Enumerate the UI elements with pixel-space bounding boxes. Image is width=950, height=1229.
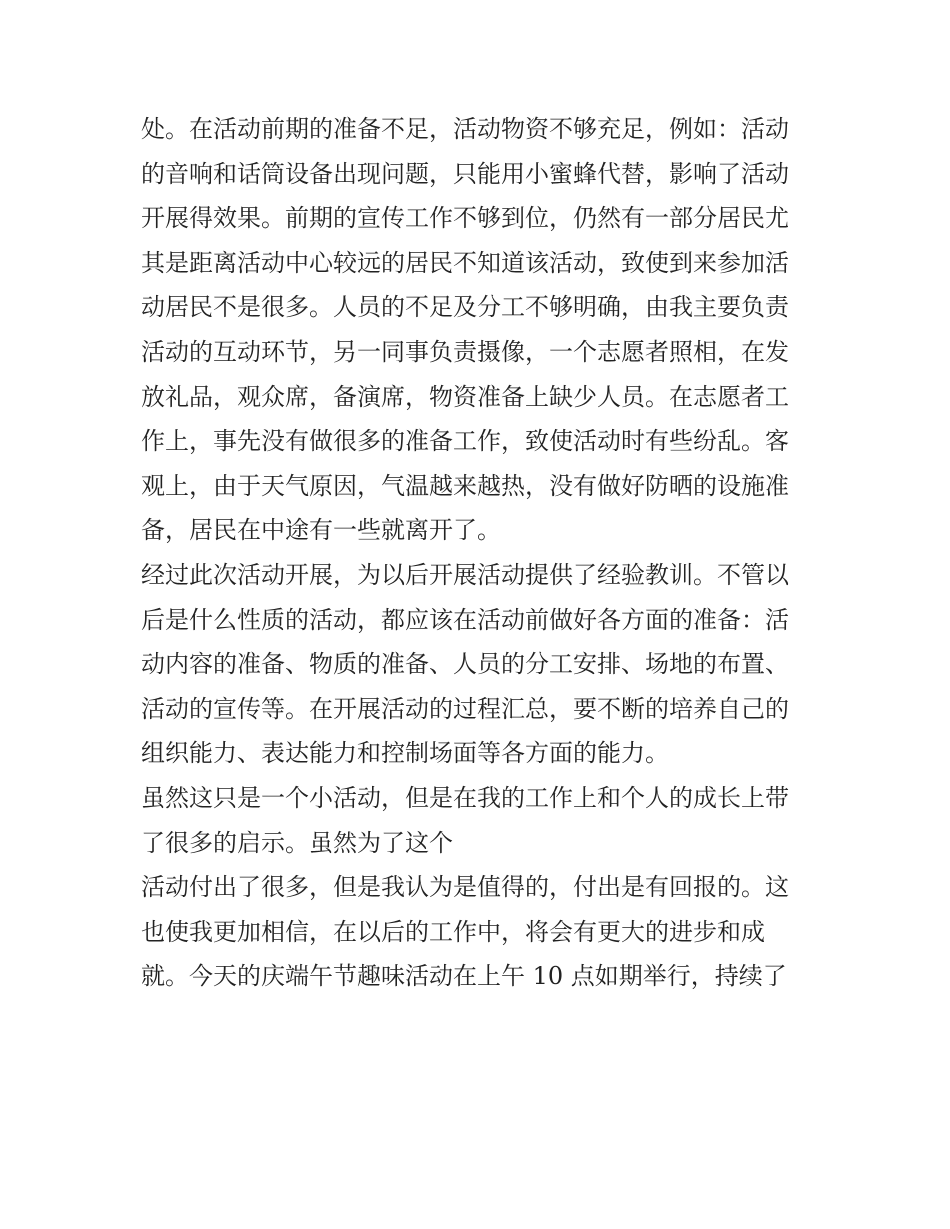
document-body [141, 107, 813, 999]
text-line: 动居民不是很多。人员的不足及分工不够明确，由我主要负责 [141, 293, 789, 322]
text-line: 活动付出了很多，但是我认为是值得的，付出是有回报的。这 [141, 873, 789, 902]
text-line: 作上，事先没有做很多的准备工作，致使活动时有些纷乱。客 [141, 427, 789, 456]
text-line: 虽然这只是一个小活动，但是在我的工作上和个人的成长上带 [141, 783, 789, 812]
text-line: 其是距离活动中心较远的居民不知道该活动，致使到来参加活 [141, 248, 789, 277]
text-line: 处。在活动前期的准备不足，活动物资不够充足，例如：活动 [141, 115, 789, 143]
text-line: 经过此次活动开展，为以后开展活动提供了经验教训。不管以 [141, 560, 789, 589]
text-line: 开展得效果。前期的宣传工作不够到位，仍然有一部分居民尤 [141, 204, 789, 233]
text-line: 放礼品，观众席，备演席，物资准备上缺少人员。在志愿者工 [141, 382, 789, 411]
text-line: 活动的宣传等。在开展活动的过程汇总，要不断的培养自己的 [141, 694, 789, 723]
text-line: 观上，由于天气原因，气温越来越热，没有做好防晒的设施准 [141, 471, 789, 500]
text-line: 的音响和话筒设备出现问题，只能用小蜜蜂代替，影响了活动 [141, 159, 789, 188]
text-line: 了很多的启示。虽然为了这个 [141, 828, 453, 857]
text-line: 也使我更加相信，在以后的工作中，将会有更大的进步和成 [141, 917, 765, 946]
text-line: 就。今天的庆端午节趣味活动在上午 10 点如期举行，持续了 [141, 962, 787, 991]
text-line: 组织能力、表达能力和控制场面等各方面的能力。 [141, 739, 669, 768]
text-line: 后是什么性质的活动，都应该在活动前做好各方面的准备：活 [141, 605, 789, 634]
text-line: 动内容的准备、物质的准备、人员的分工安排、场地的布置、 [141, 650, 789, 679]
text-line: 备，居民在中途有一些就离开了。 [141, 516, 501, 545]
text-line: 活动的互动环节，另一同事负责摄像，一个志愿者照相，在发 [141, 337, 789, 366]
